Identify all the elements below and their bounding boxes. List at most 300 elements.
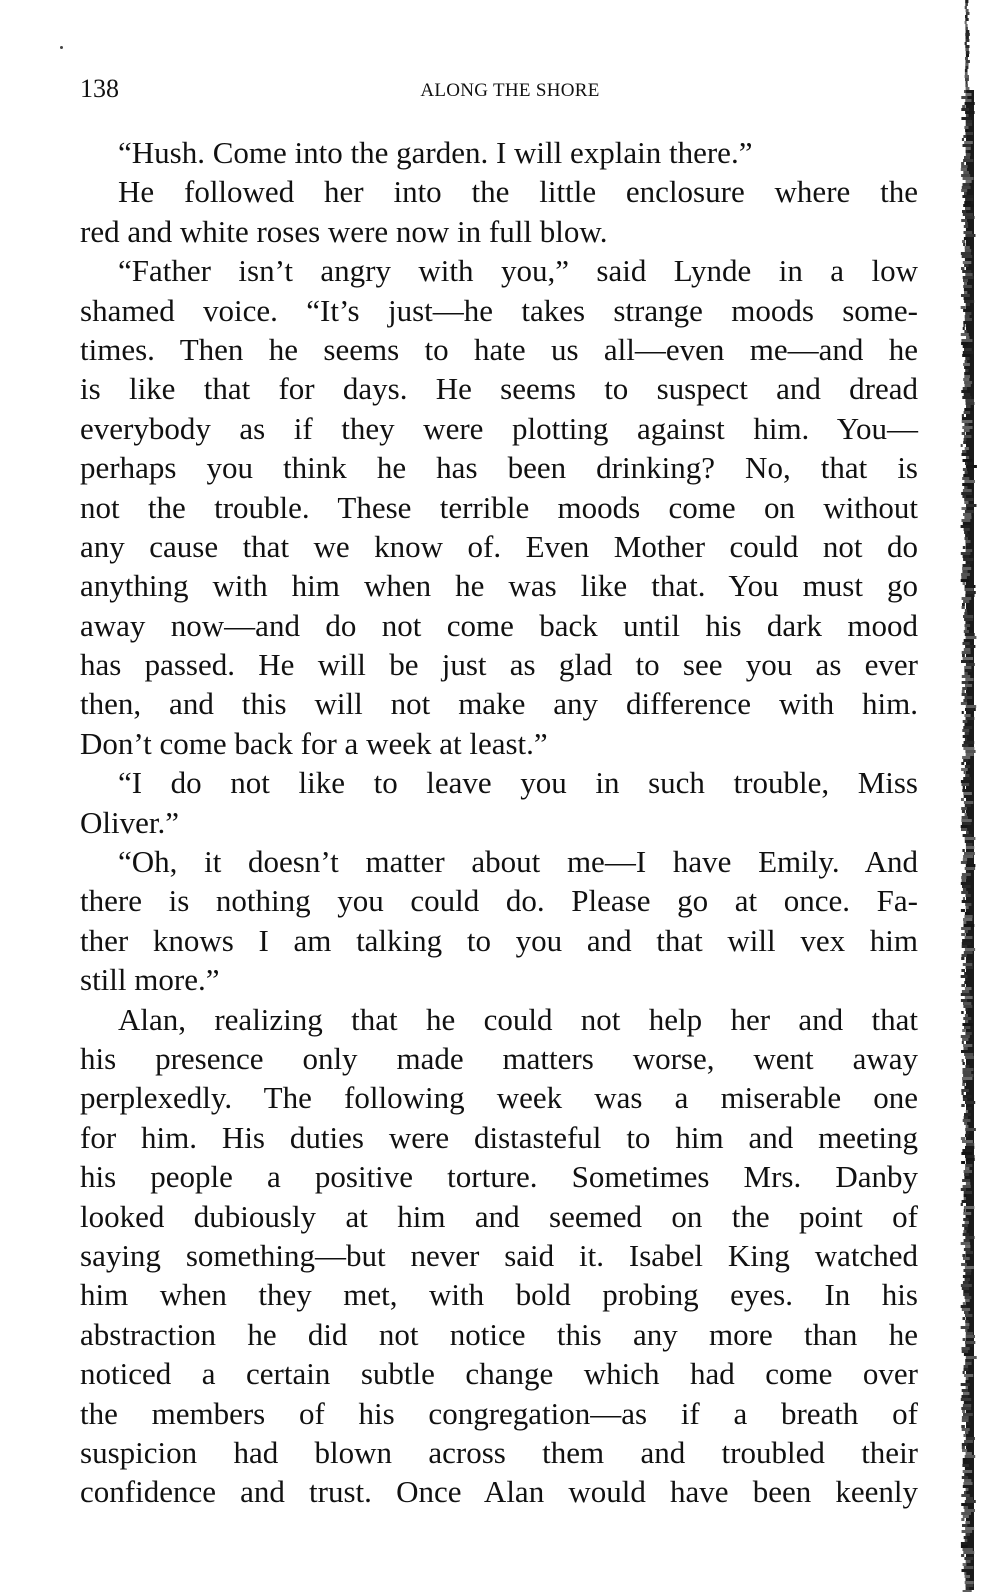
spine-fleck [962,432,966,435]
spine-fleck [966,864,976,867]
spine-fleck [964,1053,973,1056]
spine-fleck [963,459,973,462]
spine-fleck [965,27,968,30]
spine-fleck [964,1374,973,1377]
spine-fleck [966,120,972,123]
spine-fleck [961,219,967,222]
spine-fleck [961,1161,965,1164]
spine-fleck [965,627,967,630]
spine-fleck [963,1563,967,1566]
spine-fleck [965,33,970,36]
spine-fleck [961,339,972,342]
text-line: still more.” [80,962,220,998]
spine-fleck [965,765,970,768]
spine-fleck [966,465,977,468]
spine-fleck [964,486,967,489]
spine-fleck [964,300,974,303]
spine-fleck [962,426,972,429]
spine-fleck [966,1437,975,1440]
spine-fleck [965,1467,971,1470]
spine-fleck [961,702,967,705]
spine-fleck [966,1110,968,1113]
text-line: Don’t come back for a week at least.” [80,725,548,761]
spine-fleck [961,390,967,393]
text-line: Alan, realizing that he could not help her and that [118,1001,918,1037]
spine-fleck [963,1119,971,1122]
text-line: perplexedly. The following week was a miserable one [80,1080,918,1116]
spine-fleck [962,597,972,600]
spine-fleck [963,600,969,603]
spine-fleck [966,636,977,639]
spine-fleck [963,513,971,516]
spine-fleck [962,711,964,714]
spine-fleck [962,954,967,957]
spine-fleck [963,1461,970,1464]
spine-fleck [961,333,969,336]
spine-fleck [966,1332,973,1335]
spine-fleck [961,975,968,978]
spine-fleck [961,1263,967,1266]
spine-fleck [965,912,970,915]
spine-fleck [966,1488,969,1491]
spine-fleck [963,564,971,567]
spine-fleck [965,447,969,450]
spine-fleck [962,420,973,423]
spine-fleck [962,1149,971,1152]
spine-fleck [964,741,975,744]
text-line: not the trouble. These terrible moods come on without [80,489,918,525]
spine-fleck [964,1566,974,1569]
spine-fleck [965,813,967,816]
spine-fleck [964,429,970,432]
spine-fleck [964,297,974,300]
spine-fleck [962,453,968,456]
spine-fleck [962,810,965,813]
text-line: has passed. He will be just as glad to see you as ever [80,647,918,683]
scan-speck [60,46,63,49]
spine-fleck [964,348,972,351]
spine-fleck [966,456,969,459]
spine-fleck [965,3,968,6]
spine-fleck [963,204,974,207]
spine-fleck [962,816,968,819]
spine-fleck [964,372,967,375]
spine-fleck [962,1254,965,1257]
spine-fleck [964,612,967,615]
spine-fleck [964,501,968,504]
text-line: there is nothing you could do. Please go at once. Fa- [80,883,918,919]
spine-fleck [966,36,969,39]
spine-fleck [963,243,965,246]
spine-fleck [965,102,975,105]
spine-fleck [961,1035,970,1038]
spine-fleck [964,618,973,621]
spine-fleck [963,546,966,549]
spine-fleck [963,1005,972,1008]
spine-fleck [965,738,967,741]
spine-fleck [965,18,968,21]
spine-fleck [963,321,971,324]
running-head: ALONG THE SHORE [420,80,600,101]
spine-fleck [961,165,968,168]
spine-fleck [963,720,968,723]
spine-fleck [961,117,971,120]
spine-fleck [966,123,972,126]
spine-fleck [961,1407,971,1410]
spine-fleck [966,663,975,666]
spine-fleck [961,825,968,828]
spine-fleck [964,714,970,717]
spine-fleck [965,1527,974,1530]
spine-fleck [965,318,972,321]
spine-fleck [965,978,968,981]
spine-fleck [962,1038,968,1041]
spine-fleck [965,216,975,219]
spine-fleck [965,78,969,81]
spine-fleck [962,354,970,357]
spine-fleck [961,957,964,960]
spine-fleck [962,822,971,825]
spine-fleck [961,342,968,345]
spine-fleck [964,1401,968,1404]
spine-fleck [962,138,964,141]
spine-fleck [965,1167,969,1170]
spine-fleck [962,1524,967,1527]
spine-fleck [965,1155,975,1158]
spine-fleck [964,1116,968,1119]
spine-fleck [963,582,966,585]
spine-fleck [963,777,971,780]
spine-fleck [964,393,971,396]
spine-fleck [964,201,971,204]
spine-fleck [962,186,971,189]
spine-fleck [963,324,965,327]
spine-fleck [964,90,966,93]
spine-fleck [962,1083,965,1086]
spine-fleck [964,1122,967,1125]
spine-fleck [963,144,972,147]
spine-fleck [966,180,972,183]
spine-fleck [961,819,971,822]
spine-fleck [962,990,969,993]
spine-fleck [965,57,968,60]
spine-fleck [961,1494,969,1497]
spine-fleck [965,633,975,636]
spine-fleck [965,45,969,48]
spine-fleck [963,1074,973,1077]
spine-fleck [964,1173,969,1176]
spine-fleck [963,378,969,381]
spine-fleck [966,960,972,963]
spine-fleck [964,330,967,333]
spine-fleck [962,681,969,684]
spine-fleck [962,240,965,243]
text-line: Oliver.” [80,804,179,840]
spine-fleck [966,549,973,552]
spine-fleck [962,789,966,792]
spine-fleck [961,1137,966,1140]
spine-fleck [965,129,968,132]
spine-fleck [965,1101,975,1104]
spine-fleck [961,1089,969,1092]
spine-fleck [962,1464,969,1467]
spine-fleck [963,345,968,348]
spine-fleck [966,39,970,42]
spine-fleck [961,267,964,270]
spine-fleck [965,312,971,315]
spine-fleck [965,471,968,474]
spine-fleck [964,192,967,195]
spine-fleck [965,1008,968,1011]
spine-fleck [965,645,975,648]
spine-fleck [964,264,969,267]
spine-fleck [964,1086,967,1089]
spine-fleck [966,1380,970,1383]
spine-fleck [962,483,970,486]
spine-fleck [963,1002,971,1005]
spine-fleck [965,258,968,261]
spine-fleck [966,1131,970,1134]
spine-fleck [966,1377,969,1380]
spine-fleck [962,606,965,609]
spine-fleck [961,1011,964,1014]
spine-fleck [962,477,969,480]
spine-fleck [961,1050,970,1053]
spine-fleck [965,1266,974,1269]
text-line: red and white roses were now in full blow. [80,213,608,249]
spine-fleck [966,1107,972,1110]
spine-fleck [962,1419,969,1422]
spine-fleck [966,150,969,153]
spine-fleck [962,1059,964,1062]
spine-fleck [964,408,973,411]
spine-fleck [965,399,974,402]
spine-fleck [962,1041,964,1044]
spine-fleck [964,411,971,414]
spine-fleck [963,555,970,558]
spine-fleck [965,207,971,210]
spine-fleck [966,93,972,96]
spine-fleck [966,303,970,306]
spine-fleck [965,1065,969,1068]
spine-fleck [963,1302,966,1305]
spine-fleck [964,156,970,159]
spine-fleck [961,933,965,936]
spine-fleck [966,1584,974,1587]
spine-fleck [964,1491,966,1494]
spine-fleck [965,384,971,387]
spine-fleck [965,804,971,807]
spine-fleck [965,1245,970,1248]
spine-fleck [965,723,971,726]
spine-fleck [966,843,973,846]
spine-fleck [963,657,973,660]
spine-fleck [961,882,971,885]
spine-fleck [963,1062,965,1065]
spine-fleck [965,234,975,237]
spine-fleck [964,1113,971,1116]
spine-fleck [961,807,967,810]
spine-fleck [965,534,969,537]
spine-fleck [965,99,971,102]
spine-fleck [962,1350,968,1353]
spine-fleck [961,1203,963,1206]
spine-fleck [965,75,969,78]
spine-fleck [962,1569,970,1572]
spine-fleck [965,936,973,939]
spine-fleck [965,111,975,114]
spine-fleck [966,81,968,84]
spine-fleck [965,837,976,840]
text-line: abstraction he did not notice this any more than he [80,1316,918,1352]
spine-fleck [966,1533,970,1536]
spine-fleck [963,792,972,795]
spine-fleck [964,1506,968,1509]
spine-fleck [961,780,969,783]
spine-fleck [961,891,968,894]
spine-fleck [962,414,964,417]
spine-fleck [962,873,971,876]
spine-fleck [966,591,976,594]
spine-fleck [963,1458,966,1461]
spine-fleck [964,141,973,144]
spine-fleck [962,1446,965,1449]
spine-fleck [963,1404,971,1407]
spine-fleck [961,1104,964,1107]
spine-fleck [965,510,974,513]
spine-fleck [964,1194,967,1197]
spine-fleck [961,1284,972,1287]
spine-fleck [966,831,969,834]
spine-fleck [965,987,972,990]
spine-fleck [961,1545,968,1548]
spine-fleck [965,1278,970,1281]
spine-fleck [965,249,971,252]
spine-fleck [966,147,971,150]
spine-fleck [965,1362,971,1365]
spine-fleck [963,1413,973,1416]
spine-fleck [964,1479,971,1482]
spine-fleck [964,630,969,633]
text-line: any cause that we know of. Even Mother could not do [80,528,918,564]
spine-fleck [961,168,967,171]
spine-fleck [965,1296,972,1299]
spine-fleck [963,699,967,702]
spine-fleck [961,174,970,177]
spine-fleck [961,576,967,579]
spine-fleck [964,1311,969,1314]
spine-fleck [963,963,973,966]
spine-fleck [965,24,967,27]
spine-fleck [965,1329,967,1332]
spine-fleck [965,678,973,681]
spine-fleck [963,921,966,924]
spine-fleck [964,1365,969,1368]
spine-fleck [965,1344,973,1347]
text-line: ther knows I am talking to you and that will vex him [80,922,918,958]
spine-fleck [963,834,972,837]
spine-fleck [965,198,973,201]
spine-fleck [963,1218,968,1221]
spine-fleck [962,195,973,198]
spine-fleck [964,852,975,855]
spine-fleck [964,480,975,483]
text-line: him when they met, with bold probing eyes. In his [80,1277,918,1313]
spine-fleck [965,840,968,843]
spine-fleck [966,1125,969,1128]
spine-fleck [965,930,968,933]
spine-fleck [965,750,975,753]
spine-fleck [961,984,965,987]
spine-fleck [963,1275,970,1278]
spine-fleck [963,1392,970,1395]
spine-fleck [962,1200,972,1203]
spine-fleck [965,1521,970,1524]
page-header [80,76,920,106]
spine-fleck [965,15,968,18]
spine-fleck [964,951,973,954]
spine-fleck [965,246,970,249]
spine-fleck [962,885,971,888]
spine-fleck [966,54,969,57]
text-line: away now—and do not come back until his dark mood [80,607,918,643]
spine-fleck [964,924,975,927]
spine-fleck [962,849,964,852]
spine-fleck [963,327,965,330]
spine-fleck [965,1032,971,1035]
spine-fleck [964,237,968,240]
spine-fleck [966,870,969,873]
spine-fleck [961,252,971,255]
spine-fleck [965,1272,971,1275]
spine-fleck [965,1134,968,1137]
spine-fleck [966,228,971,231]
spine-fleck [965,357,969,360]
spine-fleck [964,291,967,294]
spine-fleck [961,108,969,111]
spine-fleck [964,423,968,426]
spine-fleck [962,1410,965,1413]
spine-fleck [964,972,966,975]
spine-fleck [965,315,970,318]
spine-fleck [963,363,970,366]
spine-fleck [966,1452,972,1455]
spine-fleck [963,285,972,288]
spine-fleck [963,171,969,174]
spine-fleck [961,162,964,165]
text-line: anything with him when he was like that. You must go [80,568,918,604]
spine-fleck [966,1386,968,1389]
spine-fleck [962,519,971,522]
spine-fleck [961,762,964,765]
text-line: times. Then he seems to hate us all—even me—and he [80,331,918,367]
spine-fleck [965,1236,974,1239]
spine-fleck [963,759,968,762]
spine-fleck [962,1428,970,1431]
spine-fleck [962,654,965,657]
spine-fleck [963,213,973,216]
spine-fleck [961,552,971,555]
spine-fleck [962,1179,970,1182]
spine-fleck [965,684,972,687]
spine-fleck [965,1314,972,1317]
spine-fleck [964,126,968,129]
spine-fleck [961,768,968,771]
spine-fleck [966,705,976,708]
text-line: shamed voice. “It’s just—he takes strange moods some- [80,292,918,328]
spine-fleck [964,288,972,291]
text-line: “Oh, it doesn’t matter about me—I have Emily. And [118,844,918,880]
